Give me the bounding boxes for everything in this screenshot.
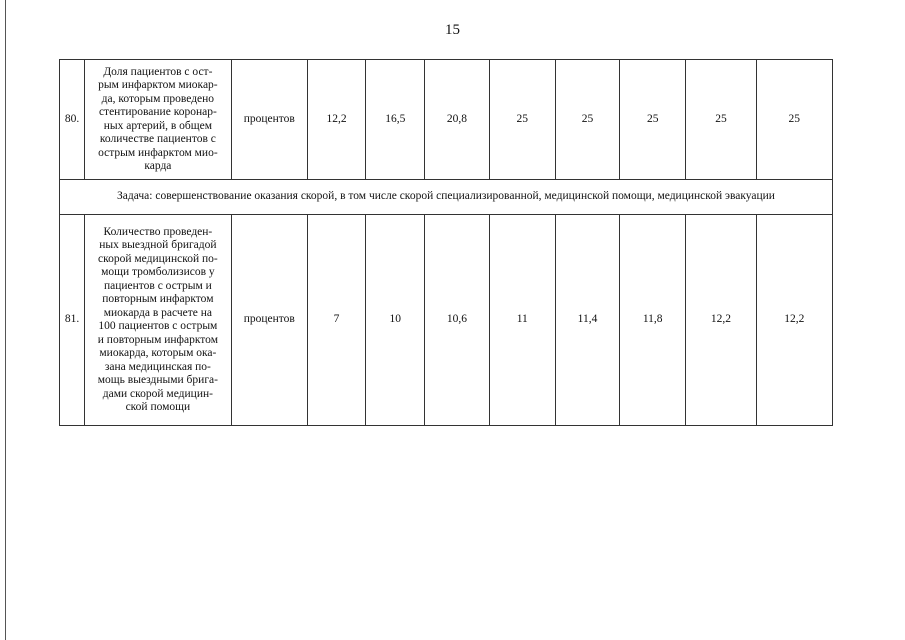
- indicator-name-line: миокарда, которым ока-: [99, 347, 217, 359]
- value-cell: 10,6: [425, 215, 489, 426]
- value-cell: 10: [366, 215, 425, 426]
- indicator-name-line: ской помощи: [125, 401, 191, 413]
- indicator-name-line: острым инфарктом мио-: [98, 146, 218, 159]
- row-index: 81.: [60, 215, 85, 426]
- value-cell: 11: [489, 215, 555, 426]
- indicator-name-line: ных артерий, в общем: [103, 119, 213, 132]
- indicator-name-line: повторным инфарктом: [102, 293, 214, 305]
- value-cell: 25: [489, 60, 555, 180]
- indicator-name-line: пациентов с острым и: [103, 279, 212, 292]
- indicator-name: [85, 60, 232, 180]
- value-cell: 20,8: [425, 60, 489, 180]
- value-cell: 11,8: [620, 215, 686, 426]
- value-cell: 25: [686, 60, 756, 180]
- indicators-table: [59, 59, 833, 426]
- task-heading: Задача: совершенствование оказания скорой, в том числе скорой специализированной, медицинской помощи, медицинской эвакуации: [60, 180, 833, 215]
- unit-cell: процентов: [231, 60, 307, 180]
- value-cell: 25: [756, 60, 832, 180]
- indicator-name-line: ных выездной бригадой: [99, 239, 217, 251]
- row-index: 80.: [60, 60, 85, 180]
- unit-cell: процентов: [231, 215, 307, 426]
- value-cell: 16,5: [366, 60, 425, 180]
- table-row: [60, 215, 833, 426]
- value-cell: 12,2: [307, 60, 365, 180]
- task-row: [60, 180, 833, 215]
- value-cell: 25: [555, 60, 619, 180]
- table-row: [60, 60, 833, 180]
- indicator-name-line: дами скорой медицин-: [102, 387, 213, 400]
- indicator-name-line: миокарда в расчете на: [103, 306, 213, 319]
- page-number: 15: [445, 22, 460, 38]
- indicator-name-line: Количество проведен-: [103, 225, 213, 238]
- value-cell: 25: [620, 60, 686, 180]
- value-cell: 12,2: [686, 215, 756, 426]
- indicator-name-line: рым инфарктом миокар-: [98, 79, 218, 91]
- value-cell: 12,2: [756, 215, 832, 426]
- indicator-name-line: мощи тромболизисов у: [101, 266, 215, 278]
- indicator-name-line: Доля пациентов с ост-: [103, 65, 213, 78]
- indicator-name-line: карда: [144, 160, 172, 172]
- indicator-name-line: стентирование коронар-: [98, 106, 217, 118]
- indicator-name-line: да, которым проведено: [101, 92, 215, 105]
- indicator-name-line: количестве пациентов с: [99, 133, 216, 145]
- value-cell: 11,4: [555, 215, 619, 426]
- indicator-name-line: и повторным инфарктом: [97, 333, 218, 346]
- indicator-name-line: зана медицинская по-: [104, 360, 211, 373]
- indicator-name-line: мощь выездными брига-: [97, 374, 218, 386]
- indicator-name: [85, 215, 232, 426]
- value-cell: 7: [307, 215, 365, 426]
- indicator-name-line: скорой медицинской по-: [98, 252, 218, 265]
- indicator-name-line: 100 пациентов с острым: [98, 320, 218, 332]
- scan-left-border: [5, 0, 6, 640]
